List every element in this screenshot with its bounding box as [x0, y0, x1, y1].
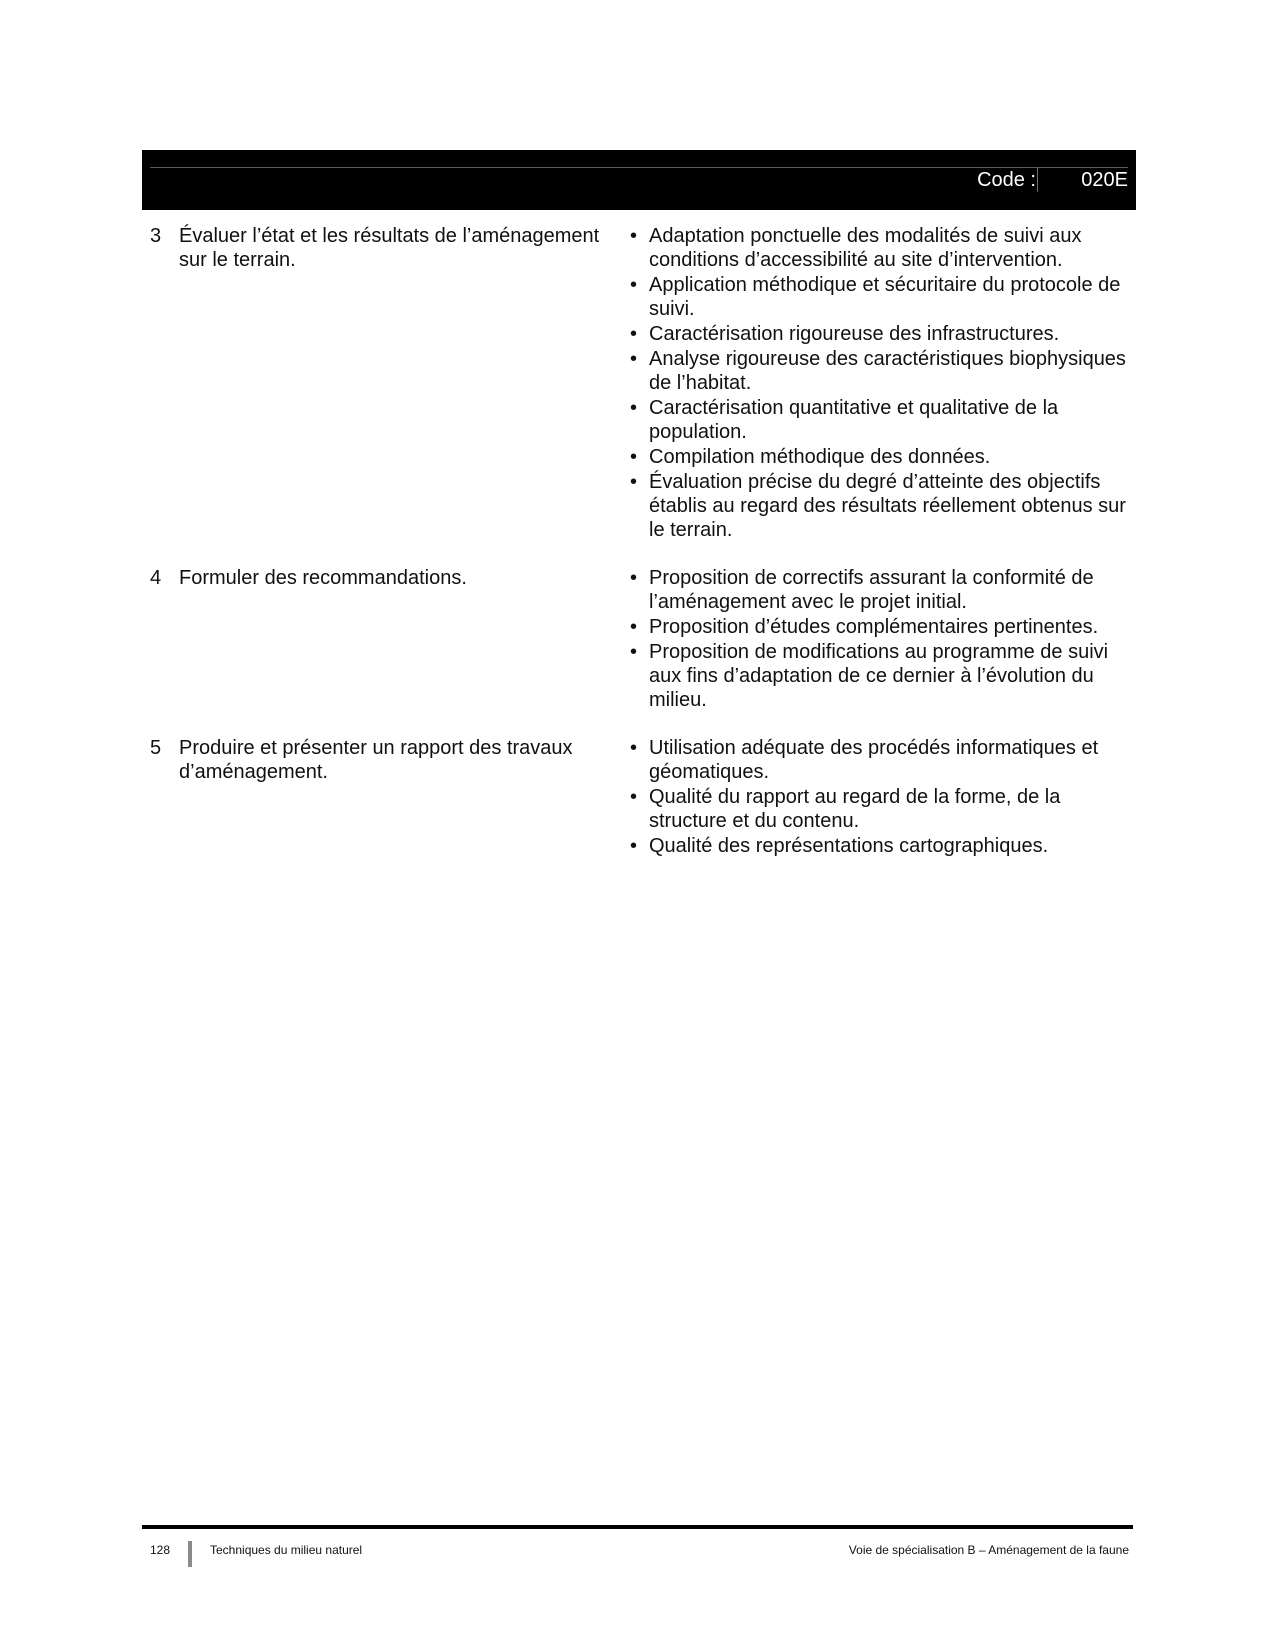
criterion-text: Compilation méthodique des données.	[649, 446, 991, 468]
list-item	[627, 347, 1136, 395]
list-item	[627, 224, 1136, 272]
criterion-text: Proposition de correctifs assurant la conformité de l’aménagement avec le projet initial.	[649, 567, 1094, 613]
criteria-cell	[617, 566, 1136, 713]
criterion-text: Adaptation ponctuelle des modalités de suivi aux conditions d’accessibilité au site d’intervention.	[649, 225, 1082, 271]
list-item	[627, 273, 1136, 321]
bullet-icon: •	[630, 786, 638, 808]
footer-divider	[142, 1525, 1133, 1529]
element-number: 4	[150, 567, 162, 589]
criterion-text: Évaluation précise du degré d’atteinte des objectifs établis au regard des résultats réellement obtenus sur le terrain.	[649, 471, 1126, 541]
list-item	[627, 322, 1136, 346]
element-text: Produire et présenter un rapport des travaux d’aménagement.	[179, 737, 573, 783]
code-header-bar	[142, 150, 1136, 210]
criterion-text: Application méthodique et sécuritaire du protocole de suivi.	[649, 274, 1121, 320]
criterion-text: Analyse rigoureuse des caractéristiques biophysiques de l’habitat.	[649, 348, 1126, 394]
page-footer	[142, 1541, 1133, 1571]
list-item	[627, 615, 1136, 639]
competency-table	[142, 224, 1136, 882]
footer-specialization: Voie de spécialisation B – Aménagement de la faune	[848, 1543, 1129, 1557]
bullet-icon: •	[630, 225, 638, 247]
criteria-list	[627, 736, 1136, 858]
list-item	[627, 470, 1136, 542]
bullet-icon: •	[630, 471, 638, 493]
bullet-icon: •	[630, 397, 638, 419]
criteria-cell	[617, 224, 1136, 543]
element-number: 5	[150, 737, 162, 759]
element-cell	[142, 224, 617, 543]
criterion-text: Qualité du rapport au regard de la forme, de la structure et du contenu.	[649, 786, 1061, 832]
bullet-icon: •	[630, 446, 638, 468]
footer-program-title: Techniques du milieu naturel	[210, 1543, 363, 1557]
criterion-text: Caractérisation quantitative et qualitative de la population.	[649, 397, 1059, 443]
criterion-text: Qualité des représentations cartographiques.	[649, 835, 1049, 857]
criterion-text: Proposition de modifications au programme de suivi aux fins d’adaptation de ce dernier à l’évolution du milieu.	[649, 641, 1109, 711]
element-cell	[142, 736, 617, 859]
code-value: 020E	[1081, 169, 1128, 191]
page-number: 128	[150, 1543, 171, 1557]
table-row	[142, 224, 1136, 543]
criteria-list	[627, 224, 1136, 542]
criteria-list	[627, 566, 1136, 712]
code-label: Code :	[977, 169, 1036, 191]
bullet-icon: •	[630, 274, 638, 296]
bullet-icon: •	[630, 567, 638, 589]
bullet-icon: •	[630, 348, 638, 370]
element-text: Formuler des recommandations.	[179, 567, 467, 589]
list-item	[627, 640, 1136, 712]
code-separator	[1037, 168, 1038, 192]
criterion-text: Utilisation adéquate des procédés informatiques et géomatiques.	[649, 737, 1099, 783]
criterion-text: Proposition d’études complémentaires pertinentes.	[649, 616, 1099, 638]
criteria-cell	[617, 736, 1136, 859]
list-item	[627, 785, 1136, 833]
element-text: Évaluer l’état et les résultats de l’aménagement sur le terrain.	[179, 225, 600, 271]
footer-separator	[188, 1541, 192, 1567]
table-row	[142, 566, 1136, 713]
list-item	[627, 736, 1136, 784]
criterion-text: Caractérisation rigoureuse des infrastructures.	[649, 323, 1060, 345]
bullet-icon: •	[630, 737, 638, 759]
list-item	[627, 445, 1136, 469]
list-item	[627, 834, 1136, 858]
list-item	[627, 396, 1136, 444]
table-row	[142, 736, 1136, 859]
bullet-icon: •	[630, 323, 638, 345]
list-item	[627, 566, 1136, 614]
bullet-icon: •	[630, 641, 638, 663]
bullet-icon: •	[630, 835, 638, 857]
element-cell	[142, 566, 617, 713]
element-number: 3	[150, 225, 162, 247]
bullet-icon: •	[630, 616, 638, 638]
